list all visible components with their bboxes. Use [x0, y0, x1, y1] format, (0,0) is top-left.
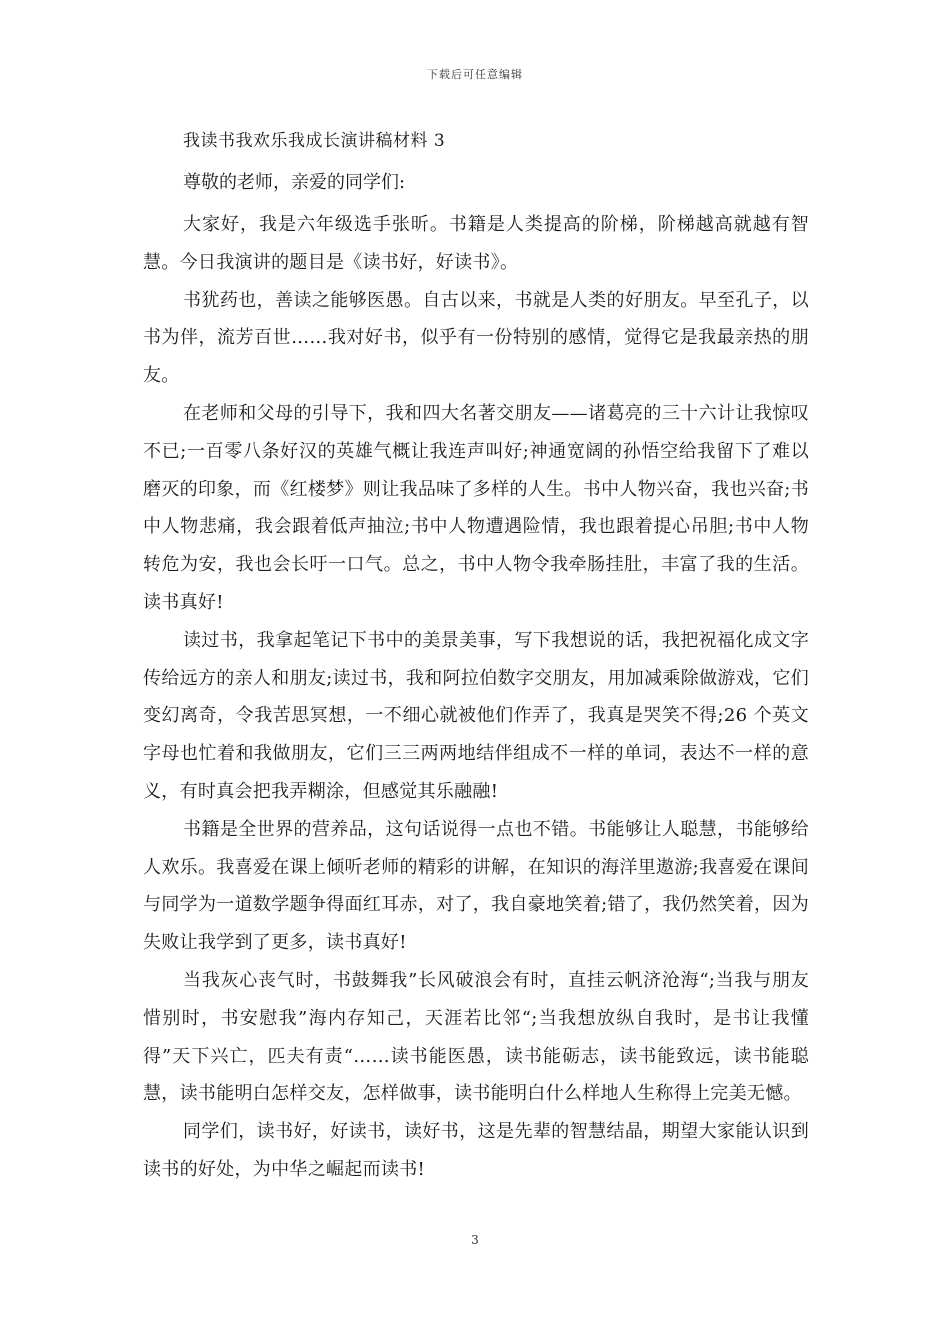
page-number: 3	[471, 1233, 479, 1247]
paragraph-7: 同学们，读书好，好读书，读好书，这是先辈的智慧结晶，期望大家能认识到读书的好处，为中华之崛起而读书!	[143, 1121, 809, 1180]
header-note: 下载后可任意编辑	[427, 68, 523, 81]
paragraph-5: 书籍是全世界的营养品，这句话说得一点也不错。书能够让人聪慧，书能够给人欢乐。我喜爱在课上倾听老师的精彩的讲解，在知识的海洋里遨游;我喜爱在课间与同学为一道数学题争得面红耳赤，对了，我自豪地笑着;错了，我仍然笑着，因为失败让我学到了更多，读书真好!	[143, 818, 809, 954]
salutation: 尊敬的老师，亲爱的同学们:	[183, 172, 406, 193]
document-body	[143, 124, 809, 1189]
paragraph-2: 书犹药也，善读之能够医愚。自古以来，书就是人类的好朋友。早至孔子，以书为伴，流芳百世……我对好书，似乎有一份特别的感情，觉得它是我最亲热的朋友。	[143, 289, 809, 387]
paragraph-3: 在老师和父母的引导下，我和四大名著交朋友——诸葛亮的三十六计让我惊叹不已;一百零八条好汉的英雄气概让我连声叫好;神通宽阔的孙悟空给我留下了难以磨灭的印象，而《红楼梦》则让我品味了多样的人生。书中人物兴奋，我也兴奋;书中人物悲痛，我会跟着低声抽泣;书中人物遭遇险情，我也跟着提心吊胆;书中人物转危为安，我也会长吁一口气。总之，书中人物令我牵肠挂肚，丰富了我的生活。读书真好!	[143, 402, 809, 613]
paragraph-6: 当我灰心丧气时，书鼓舞我”长风破浪会有时，直挂云帆济沧海“;当我与朋友惜别时，书安慰我”海内存知己，天涯若比邻“;当我想放纵自我时，是书让我懂得”天下兴亡，匹夫有责“……读书能医愚，读书能砺志，读书能致远，读书能聪慧，读书能明白怎样交友，怎样做事，读书能明白什么样地人生称得上完美无憾。	[143, 969, 809, 1105]
paragraph-1: 大家好，我是六年级选手张昕。书籍是人类提高的阶梯，阶梯越高就越有智慧。今日我演讲的题目是《读书好，好读书》。	[143, 214, 809, 273]
document-title: 我读书我欢乐我成长演讲稿材料 3	[183, 131, 446, 151]
paragraph-4: 读过书，我拿起笔记下书中的美景美事，写下我想说的话，我把祝福化成文字传给远方的亲人和朋友;读过书，我和阿拉伯数字交朋友，用加减乘除做游戏，它们变幻离奇，令我苦思冥想，一不细心就被他们作弄了，我真是哭笑不得;26 个英文字母也忙着和我做朋友，它们三三两两地结伴组成不一样的单词，表达不一样的意义，有时真会把我弄糊涂，但感觉其乐融融!	[143, 629, 809, 802]
